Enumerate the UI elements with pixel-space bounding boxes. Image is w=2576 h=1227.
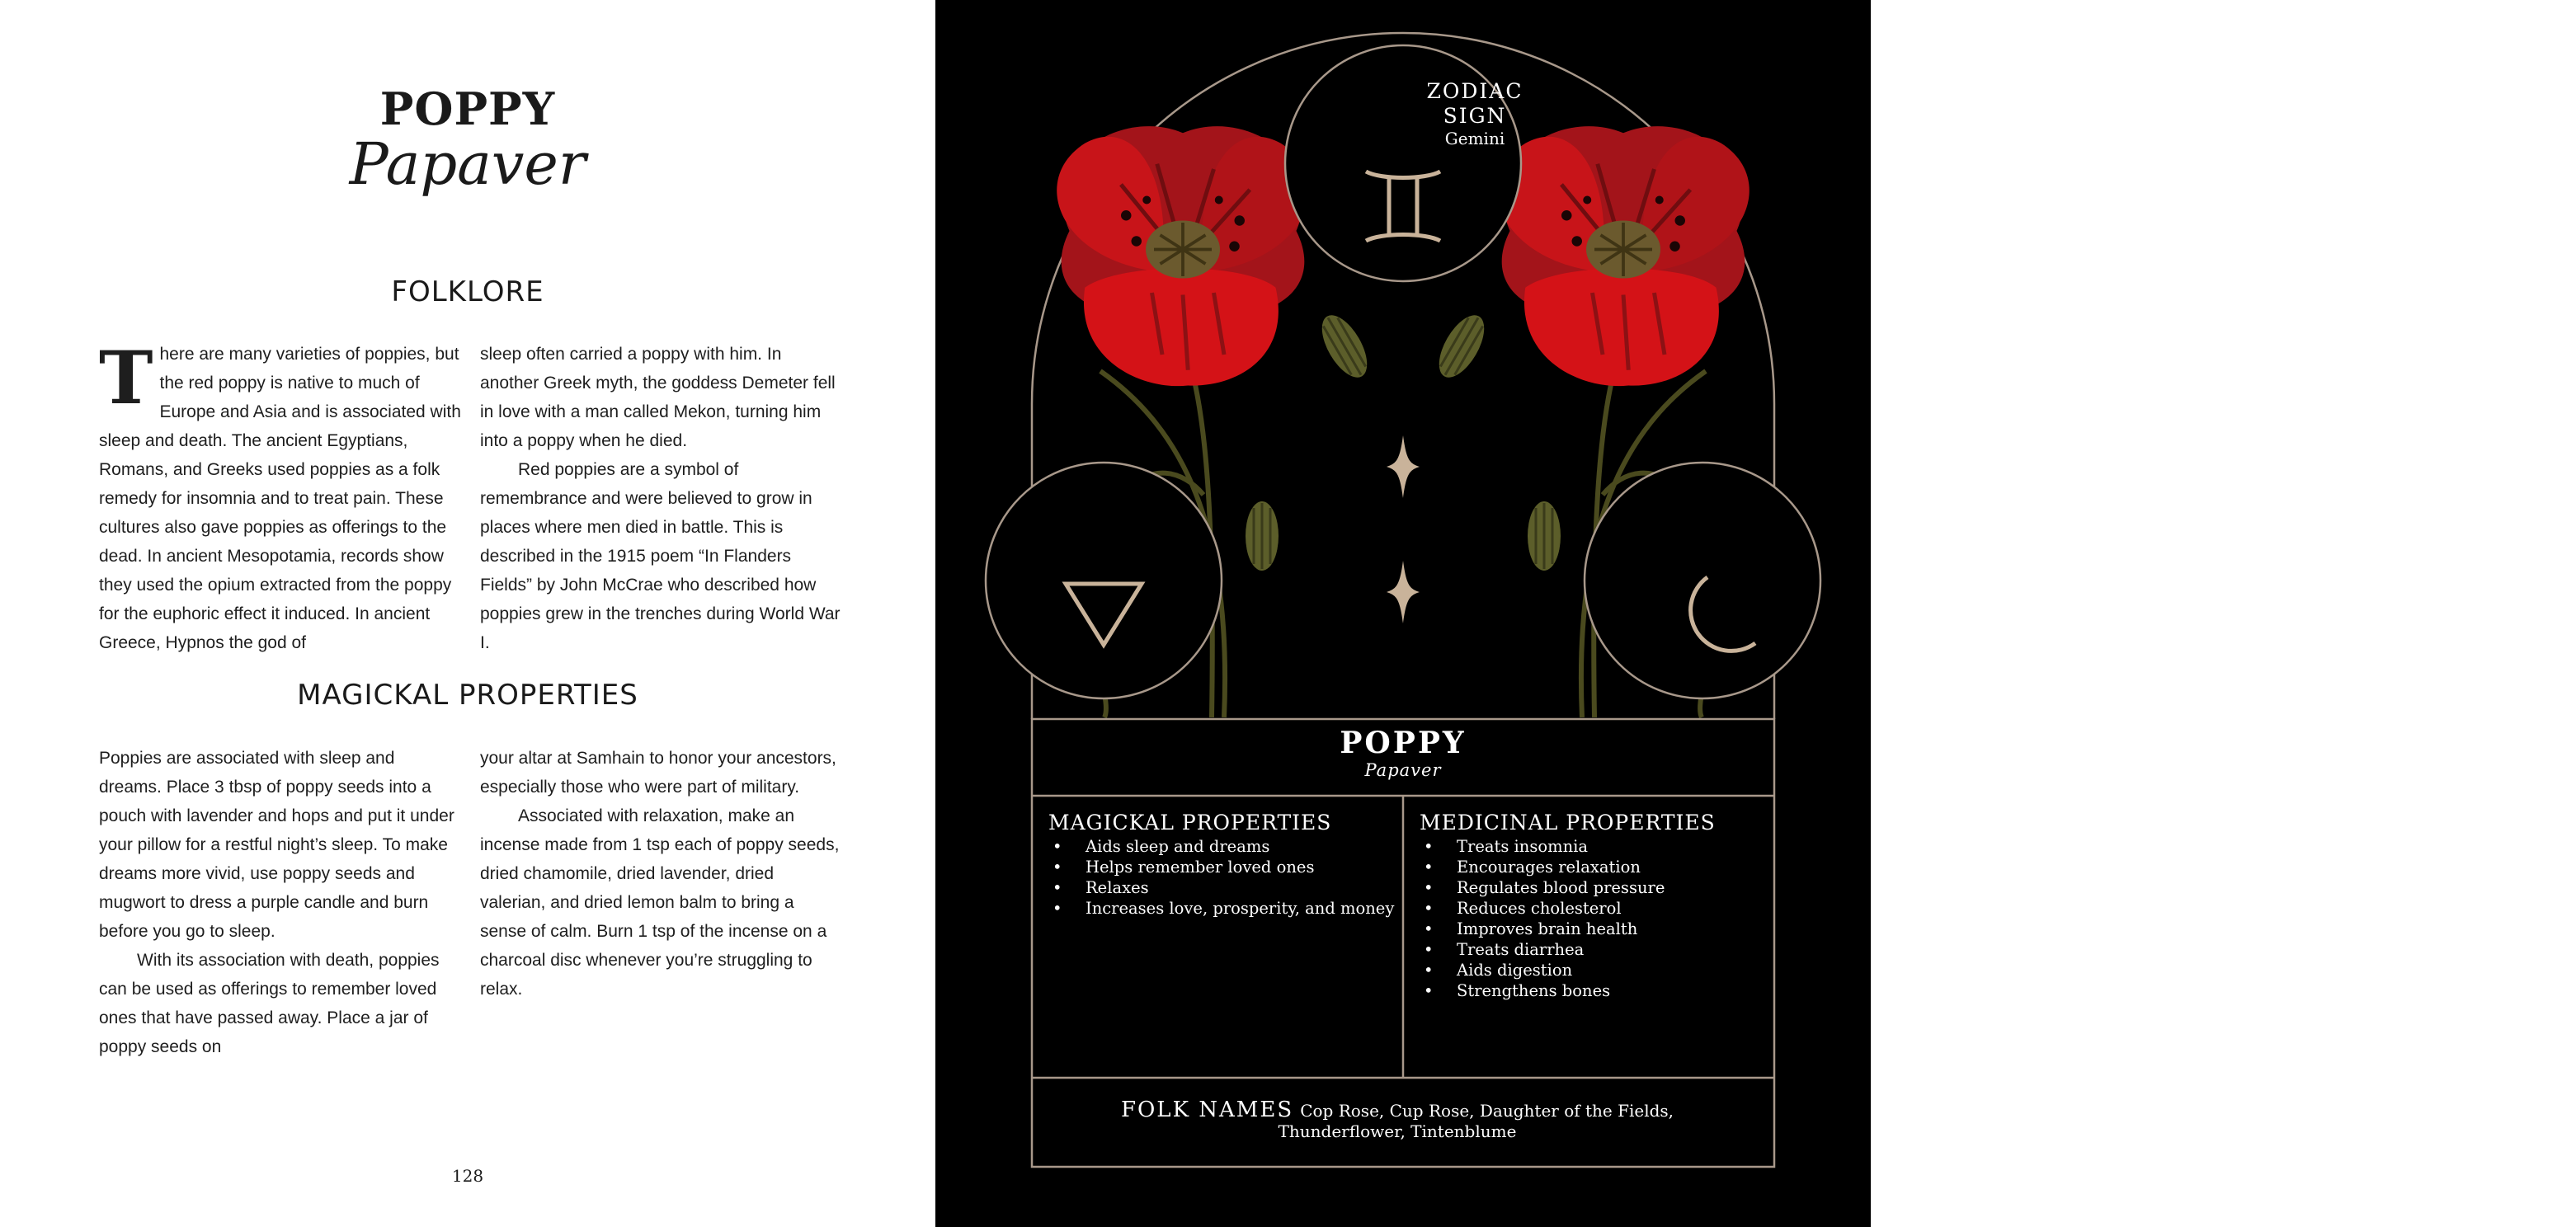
folklore-paragraph xyxy=(99,335,462,657)
folklore-column-1 xyxy=(99,335,462,657)
magickal-column-2 xyxy=(480,744,843,1004)
plate-title: POPPY xyxy=(1340,726,1467,760)
zodiac-label xyxy=(1396,79,1553,148)
bud xyxy=(1246,501,1279,571)
drop-cap: T xyxy=(99,335,153,421)
list-item: • Increases love, prosperity, and money xyxy=(1048,898,1395,919)
element-label xyxy=(1924,510,2073,554)
magickal-properties-box xyxy=(1048,811,1395,919)
latin-name: Papaver xyxy=(349,130,586,198)
poppy-flower-right xyxy=(1497,126,1750,386)
medicinal-properties-list xyxy=(1420,836,1766,1001)
sparkle xyxy=(1387,435,1420,498)
magickal-paragraph: Associated with relaxation, make an incense made from 1 tsp each of poppy seeds, dried chamomile, dried lavender, dried valerian, and dried lemon balm to bring a sense of calm. Burn 1 tsp of the incense on a charcoal disc whenever you’re struggling to relax. xyxy=(480,806,840,999)
list-item: • Helps remember loved ones xyxy=(1048,857,1395,877)
folk-names-line-2: Thunderflower, Tintenblume xyxy=(1278,1121,1517,1141)
folk-names xyxy=(1043,1100,1752,1142)
folk-names-line-1 xyxy=(1043,1100,1752,1121)
magickal-column-1 xyxy=(99,744,462,1061)
element-title: ELEMENT xyxy=(1937,510,2060,534)
page-title: POPPY xyxy=(379,82,556,135)
poppy-flower-left xyxy=(1057,126,1309,386)
bud xyxy=(1528,501,1561,571)
list-item: • Treats diarrhea xyxy=(1420,939,1766,960)
list-item: • Aids sleep and dreams xyxy=(1048,836,1395,857)
element-value: Water xyxy=(1973,534,2024,554)
list-item: • Regulates blood pressure xyxy=(1420,877,1766,898)
list-item: • Reduces cholesterol xyxy=(1420,898,1766,919)
folklore-column-2 xyxy=(480,340,843,657)
list-item: • Treats insomnia xyxy=(1420,836,1766,857)
magickal-paragraph: With its association with death, poppies can be used as offerings to remember loved ones that have passed away. Place a jar of poppy seeds on xyxy=(99,951,440,1056)
bud xyxy=(1313,308,1377,385)
bud xyxy=(1430,308,1494,385)
planet-value: The Moon xyxy=(2447,534,2531,554)
planet-title: PLANET xyxy=(2439,510,2540,534)
folklore-paragraph: Red poppies are a symbol of remembrance and were believed to grow in places where men died in battle. This is described in the 1915 poem “In Flanders Fields” by John McCrae who described how poppies grew in the trenches during World War I. xyxy=(480,460,841,652)
planet-label xyxy=(2403,510,2576,554)
folklore-heading: FOLKLORE xyxy=(391,275,544,308)
element-circle xyxy=(986,463,1222,698)
medicinal-properties-box xyxy=(1420,811,1766,1001)
magickal-paragraph: your altar at Samhain to honor your ancestors, especially those who were part of military. xyxy=(480,749,836,797)
poppy-illustration xyxy=(935,0,1871,1227)
list-item: • Encourages relaxation xyxy=(1420,857,1766,877)
list-item: • Aids digestion xyxy=(1420,960,1766,980)
list-item: • Improves brain health xyxy=(1420,919,1766,939)
magickal-properties-list xyxy=(1048,836,1395,919)
left-page xyxy=(0,0,935,1227)
plate-header xyxy=(1032,726,1774,780)
plate-latin-name: Papaver xyxy=(1364,760,1442,780)
folk-names-label: FOLK NAMES xyxy=(1120,1098,1294,1122)
page-number: 128 xyxy=(451,1166,484,1186)
magickal-heading: MAGICKAL PROPERTIES xyxy=(297,679,638,712)
folklore-text: here are many varieties of poppies, but the red poppy is native to much of Europe and Asia and is associated with sleep and death. The ancient Egyptians, Romans, and Greeks used poppies as a folk remedy for insomnia and to treat pain. These cultures also gave poppies as offerings to the dead. In ancient Mesopotamia, records show they used the opium extracted from the poppy for the euphoric effect it induced. In ancient Greece, Hypnos the god of xyxy=(99,345,461,652)
magickal-properties-heading: MAGICKAL PROPERTIES xyxy=(1048,811,1332,834)
folklore-paragraph: sleep often carried a poppy with him. In another Greek myth, the goddess Demeter fell in love with a man called Mekon, turning him into a poppy when he died. xyxy=(480,345,836,450)
list-item: • Strengthens bones xyxy=(1420,980,1766,1001)
sparkle xyxy=(1387,561,1420,623)
right-page xyxy=(935,0,2540,1227)
zodiac-value: Gemini xyxy=(1444,129,1505,148)
folk-names-text: Cop Rose, Cup Rose, Daughter of the Fields, xyxy=(1300,1101,1674,1121)
zodiac-title: SIGN xyxy=(1443,104,1507,128)
zodiac-title: ZODIAC xyxy=(1426,79,1523,103)
medicinal-properties-heading: MEDICINAL PROPERTIES xyxy=(1420,811,1716,834)
list-item: • Relaxes xyxy=(1048,877,1395,898)
magickal-paragraph: Poppies are associated with sleep and dreams. Place 3 tbsp of poppy seeds into a pouch with lavender and hops and put it under your pillow for a restful night’s sleep. To make dreams more vivid, use poppy seeds and mugwort to dress a purple candle and burn before you go to sleep. xyxy=(99,749,454,941)
